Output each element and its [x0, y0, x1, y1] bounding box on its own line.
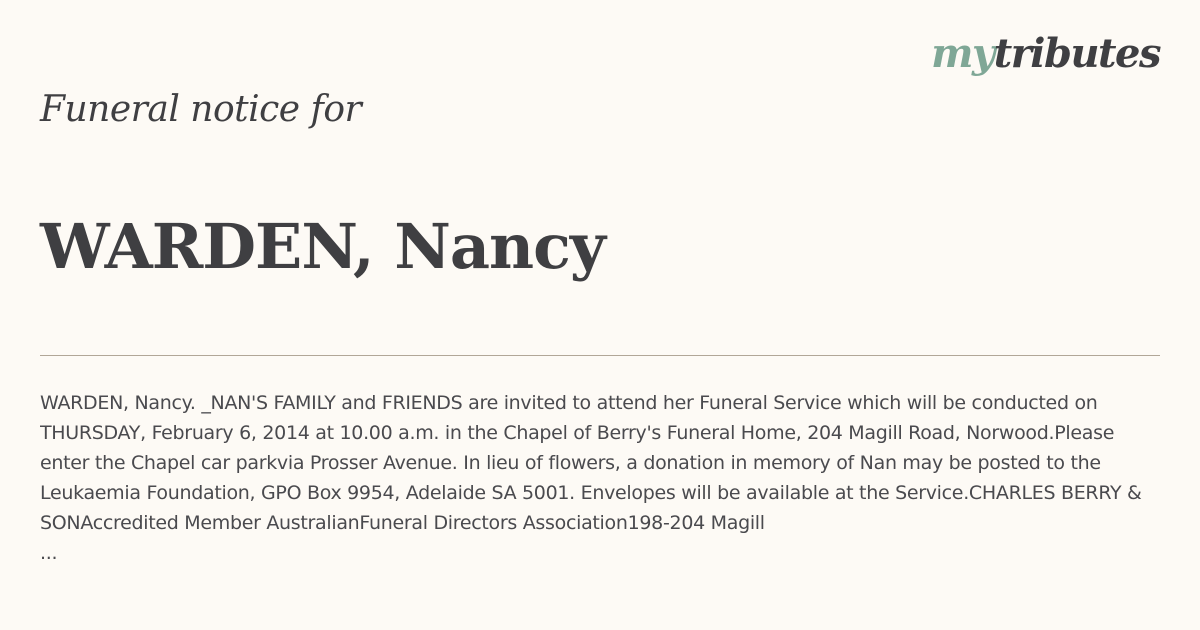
deceased-name: WARDEN, Nancy	[40, 210, 605, 283]
notice-text	[40, 388, 1160, 568]
logo-text-tributes: tributes	[993, 30, 1160, 77]
notice-ellipsis: ...	[40, 542, 58, 564]
page-subtitle: Funeral notice for	[40, 89, 362, 130]
logo-text-my: my	[931, 30, 994, 77]
divider	[40, 355, 1160, 356]
notice-body: WARDEN, Nancy. _NAN'S FAMILY and FRIENDS are invited to attend her Funeral Service which will be conducted on THURSDAY, February 6, 2014 at 10.00 a.m. in the Chapel of Berry's Funeral Home, 204 Magill Road, Norwood.Please enter the Chapel car parkvia Prosser Avenue. In lieu of flowers, a donation in memory of Nan may be posted to the Leukaemia Foundation, GPO Box 9954, Adelaide SA 5001. Envelopes will be available at the Service.CHARLES BERRY & SONAccredited Member AustralianFuneral Directors Association198-204 Magill	[40, 392, 1142, 534]
mytributes-logo[interactable]	[931, 30, 1160, 77]
